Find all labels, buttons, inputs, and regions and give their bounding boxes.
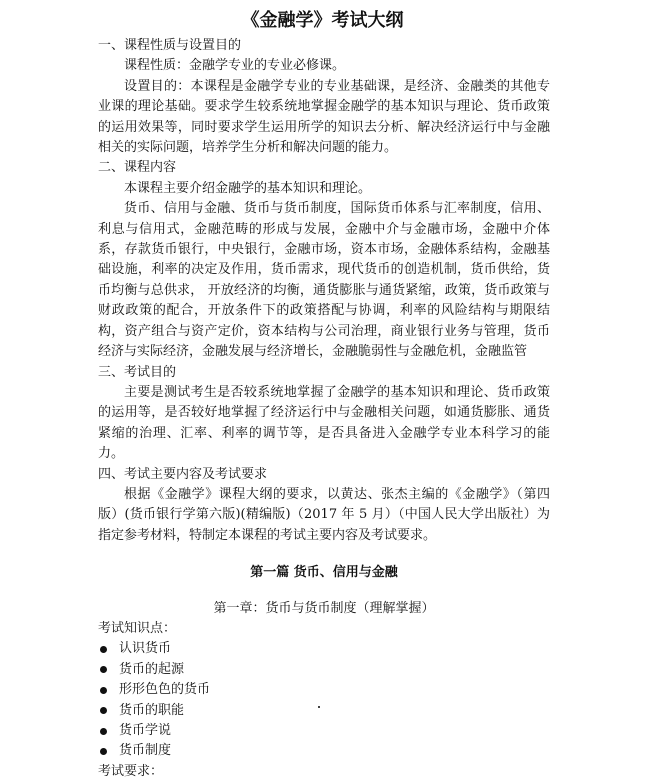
chapter-title: 第一章：货币与货币制度（理解掌握） bbox=[213, 600, 435, 616]
bullet-icon bbox=[100, 687, 107, 694]
bullet-icon bbox=[100, 728, 107, 735]
list-item bbox=[98, 741, 550, 761]
knowledge-points-label: 考试知识点： bbox=[98, 620, 177, 636]
exam-purpose-text: 主要是测试考生是否较系统地掌握了金融学的基本知识和理论、货币政策的运用等，是否较好地掌握了经济运行中与金融相关问题，如通货膨胀、通货紧缩的治理、汇率、利率的调节等，是否具备进入金融学专业本科学习的能力。 bbox=[98, 384, 550, 462]
section-heading-3: 三、考试目的 bbox=[98, 364, 177, 380]
list-item bbox=[98, 721, 550, 741]
knowledge-points-list bbox=[98, 639, 550, 761]
bullet-icon bbox=[100, 666, 107, 673]
document-title: 《金融学》考试大纲 bbox=[241, 10, 404, 31]
document-body bbox=[98, 36, 550, 782]
list-item-text: 货币制度 bbox=[119, 743, 172, 759]
bullet-icon bbox=[100, 646, 107, 653]
course-intro-text: 本课程主要介绍金融学的基本知识和理论。 bbox=[124, 180, 372, 196]
section-heading-4: 四、考试主要内容及考试要求 bbox=[98, 466, 268, 482]
section-heading-2: 二、课程内容 bbox=[98, 160, 177, 176]
section-heading-1: 一、课程性质与设置目的 bbox=[98, 38, 242, 53]
list-item-text: 货币的起源 bbox=[119, 661, 185, 677]
list-item-text: 形形色色的货币 bbox=[119, 682, 211, 698]
bullet-icon bbox=[100, 748, 107, 755]
exam-content-text: 根据《金融学》课程大纲的要求，以黄达、张杰主编的《金融学》（第四版）(货币银行学第六版)(精编版)（2017 年 5 月）（中国人民大学出版社）为指定参考材料，特制定本课程的考试主要内容及考试要求。 bbox=[98, 486, 550, 543]
list-item-text: 货币学说 bbox=[119, 723, 172, 738]
list-item bbox=[98, 639, 550, 659]
part-title: 第一篇 货币、信用与金融 bbox=[250, 565, 398, 581]
course-purpose-text: 设置目的：本课程是金融学专业的专业基础课，是经济、金融类的其他专业课的理论基础。要求学生较系统地掌握金融学的基本知识与理论、货币政策的运用效果等，同时要求学生运用所学的知识去分析、解决经济运行中与金融相关的实际问题，培养学生分析和解决问题的能力。 bbox=[98, 78, 550, 156]
list-item bbox=[98, 660, 550, 680]
list-item bbox=[98, 680, 550, 700]
list-item-text: 货币的职能 bbox=[119, 702, 185, 718]
bullet-icon bbox=[100, 707, 107, 714]
requirements-label: 考试要求： bbox=[98, 763, 164, 779]
list-item bbox=[98, 701, 550, 721]
course-nature-text: 课程性质：金融学专业的专业必修课。 bbox=[124, 58, 346, 74]
course-topics-text: 货币、信用与金融、货币与货币制度，国际货币体系与汇率制度，信用、利息与信用式，金融范畴的形成与发展，金融中介与金融市场，金融中介体系，存款货币银行，中央银行，金融市场，资本市场，金融体系结构，金融基础设施，利率的决定及作用，货币需求，现代货币的创造机制，货币供给，货币均衡与总供求， 开放经济的均衡，通货膨胀与通货紧缩，政策，货币政策与财政政策的配合，开放条件下的政策搭配与协调，利率的风险结构与期限结构，资产组合与资产定价，资本结构与公司治理，商业银行业务与管理，货币经济与实际经济，金融发展与经济增长，金融脆弱性与金融危机，金融监管 bbox=[98, 201, 550, 360]
list-item-text: 认识货币 bbox=[119, 641, 172, 657]
page-mark bbox=[318, 706, 320, 708]
